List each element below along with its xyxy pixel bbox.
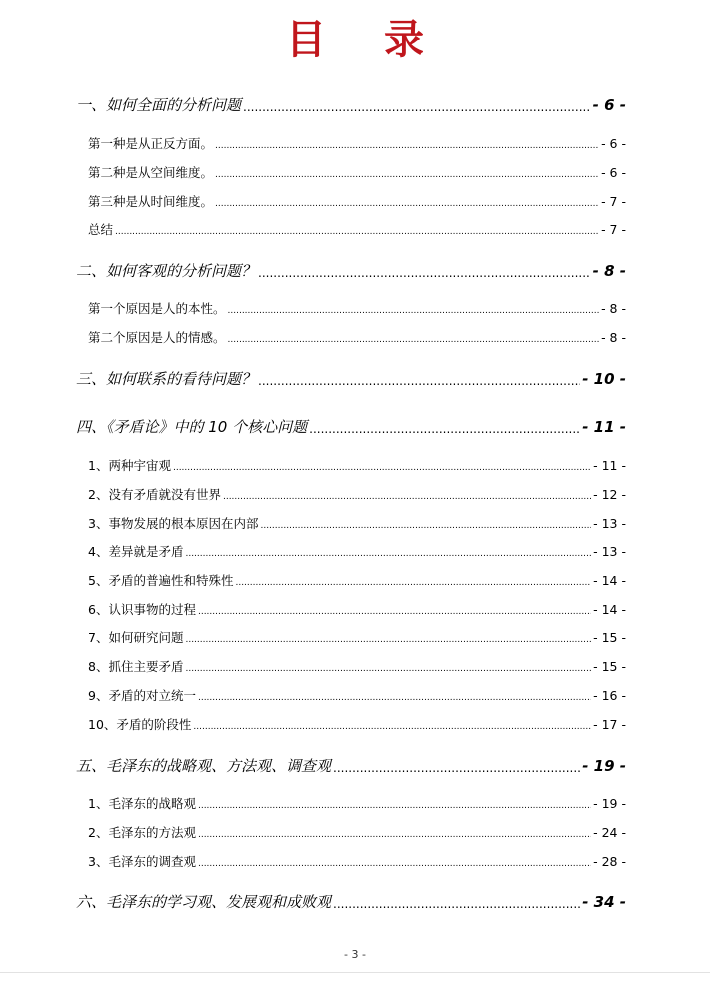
toc-dot-leader xyxy=(185,657,591,677)
toc-entry-page-number: - 12 - xyxy=(593,487,626,502)
toc-entry-label: 7、如何研究问题 xyxy=(88,630,184,645)
toc-section-entry[interactable] xyxy=(88,299,626,319)
toc-entry-page-number: - 34 - xyxy=(582,893,626,911)
toc-chapter-entry[interactable] xyxy=(76,368,626,390)
toc-entry-page-number: - 11 - xyxy=(593,458,626,473)
toc-entry-label: 第二种是从空间维度。 xyxy=(88,165,214,180)
toc-entry-page-number: - 19 - xyxy=(582,757,626,775)
toc-entry-page-number: - 7 - xyxy=(601,194,626,209)
toc-dot-leader xyxy=(228,328,600,348)
toc-section-entry[interactable] xyxy=(88,134,626,154)
toc-entry-label: 第一种是从正反方面。 xyxy=(88,136,214,151)
toc-entry-page-number: - 6 - xyxy=(601,136,626,151)
toc-entry-page-number: - 15 - xyxy=(593,630,626,645)
toc-chapter-entry[interactable] xyxy=(76,94,626,116)
toc-chapter-entry[interactable] xyxy=(76,416,626,438)
toc-section-entry[interactable] xyxy=(88,514,626,534)
toc-entry-label: 第一个原因是人的本性。 xyxy=(88,301,226,316)
toc-dot-leader xyxy=(235,571,591,591)
toc-entry-label: 五、毛泽东的战略观、方法观、调查观 xyxy=(76,757,332,775)
toc-section-entry[interactable] xyxy=(88,657,626,677)
toc-entry-page-number: - 14 - xyxy=(593,602,626,617)
toc-entry-label: 3、事物发展的根本原因在内部 xyxy=(88,516,259,531)
toc-entry-page-number: - 10 - xyxy=(582,370,626,388)
toc-entry-page-number: - 17 - xyxy=(593,717,626,732)
toc-entry-label: 4、差异就是矛盾 xyxy=(88,544,184,559)
toc-title: 目 录 xyxy=(286,16,446,63)
toc-section-entry[interactable] xyxy=(88,628,626,648)
toc-entry-page-number: - 24 - xyxy=(593,825,626,840)
toc-chapter-entry[interactable] xyxy=(76,755,626,777)
toc-entry-label: 三、如何联系的看待问题？ xyxy=(76,370,257,388)
toc-section-entry[interactable] xyxy=(88,485,626,505)
toc-entry-label: 6、认识事物的过程 xyxy=(88,602,196,617)
toc-dot-leader xyxy=(258,260,591,282)
toc-entry-page-number: - 8 - xyxy=(601,301,626,316)
toc-entry-page-number: - 28 - xyxy=(593,854,626,869)
toc-dot-leader xyxy=(215,192,599,212)
toc-dot-leader xyxy=(185,542,591,562)
toc-entry-page-number: - 15 - xyxy=(593,659,626,674)
toc-entry-page-number: - 6 - xyxy=(601,165,626,180)
toc-entry-label: 六、毛泽东的学习观、发展观和成败观 xyxy=(76,893,332,911)
toc-entry-label: 10、矛盾的阶段性 xyxy=(88,717,192,732)
toc-entry-page-number: - 6 - xyxy=(592,96,626,114)
toc-section-entry[interactable] xyxy=(88,715,626,735)
toc-section-entry[interactable] xyxy=(88,542,626,562)
toc-entry-label: 9、矛盾的对立统一 xyxy=(88,688,196,703)
toc-chapter-entry[interactable] xyxy=(76,260,626,282)
toc-dot-leader xyxy=(198,600,591,620)
toc-entry-page-number: - 13 - xyxy=(593,544,626,559)
toc-section-entry[interactable] xyxy=(88,220,626,240)
toc-dot-leader xyxy=(223,485,591,505)
toc-section-entry[interactable] xyxy=(88,192,626,212)
page-bottom-divider xyxy=(0,972,710,973)
toc-entry-page-number: - 8 - xyxy=(592,262,626,280)
toc-entry-page-number: - 11 - xyxy=(582,418,626,436)
toc-dot-leader xyxy=(333,755,580,777)
toc-entry-label: 第二个原因是人的情感。 xyxy=(88,330,226,345)
toc-section-entry[interactable] xyxy=(88,163,626,183)
toc-entry-page-number: - 14 - xyxy=(593,573,626,588)
toc-entry-page-number: - 8 - xyxy=(601,330,626,345)
toc-dot-leader xyxy=(309,416,580,438)
toc-entry-page-number: - 19 - xyxy=(593,796,626,811)
toc-entry-label: 8、抓住主要矛盾 xyxy=(88,659,184,674)
toc-dot-leader xyxy=(258,368,580,390)
toc-dot-leader xyxy=(198,686,591,706)
toc-dot-leader xyxy=(193,715,591,735)
toc-dot-leader xyxy=(333,891,580,913)
toc-entry-label: 2、没有矛盾就没有世界 xyxy=(88,487,221,502)
toc-entry-label: 一、如何全面的分析问题 xyxy=(76,96,242,114)
toc-entry-label: 四、《矛盾论》中的 10 个核心问题 xyxy=(76,418,308,436)
toc-section-entry[interactable] xyxy=(88,852,626,872)
toc-dot-leader xyxy=(198,794,591,814)
toc-dot-leader xyxy=(198,852,591,872)
toc-dot-leader xyxy=(215,134,599,154)
toc-entry-label: 二、如何客观的分析问题？ xyxy=(76,262,257,280)
toc-section-entry[interactable] xyxy=(88,456,626,476)
toc-section-entry[interactable] xyxy=(88,686,626,706)
toc-entry-label: 3、毛泽东的调查观 xyxy=(88,854,196,869)
toc-dot-leader xyxy=(228,299,600,319)
toc-dot-leader xyxy=(173,456,591,476)
toc-entry-label: 总结 xyxy=(88,222,114,237)
toc-entry-label: 第三种是从时间维度。 xyxy=(88,194,214,209)
toc-entry-label: 2、毛泽东的方法观 xyxy=(88,825,196,840)
toc-section-entry[interactable] xyxy=(88,571,626,591)
toc-entry-page-number: - 13 - xyxy=(593,516,626,531)
toc-entry-page-number: - 7 - xyxy=(601,222,626,237)
toc-dot-leader xyxy=(115,220,599,240)
toc-section-entry[interactable] xyxy=(88,600,626,620)
toc-dot-leader xyxy=(260,514,591,534)
toc-section-entry[interactable] xyxy=(88,823,626,843)
toc-dot-leader xyxy=(243,94,591,116)
toc-chapter-entry[interactable] xyxy=(76,891,626,913)
toc-entry-page-number: - 16 - xyxy=(593,688,626,703)
page-number: - 3 - xyxy=(344,948,366,961)
toc-dot-leader xyxy=(185,628,591,648)
toc-entry-label: 1、毛泽东的战略观 xyxy=(88,796,196,811)
toc-dot-leader xyxy=(198,823,591,843)
toc-section-entry[interactable] xyxy=(88,794,626,814)
toc-section-entry[interactable] xyxy=(88,328,626,348)
toc-entry-label: 1、两种宇宙观 xyxy=(88,458,171,473)
toc-entry-label: 5、矛盾的普遍性和特殊性 xyxy=(88,573,234,588)
toc-dot-leader xyxy=(215,163,599,183)
